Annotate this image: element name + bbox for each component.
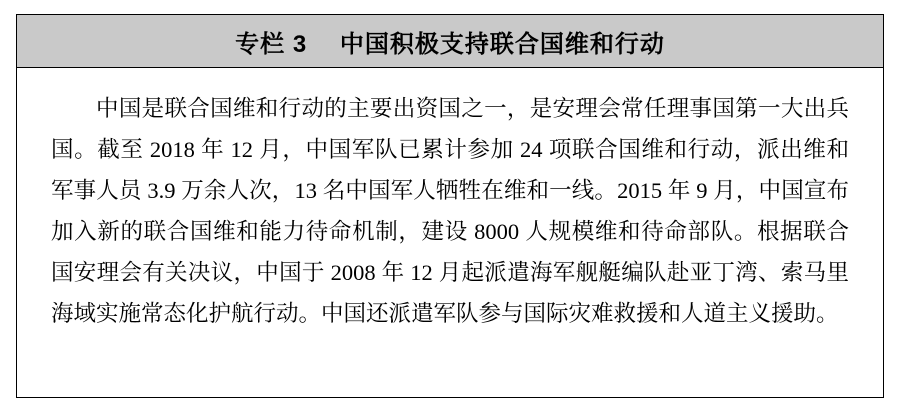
callout-box <box>16 14 884 398</box>
callout-box-title: 专栏 3 中国积极支持联合国维和行动 <box>235 30 665 58</box>
callout-body-paragraph: 中国是联合国维和行动的主要出资国之一，是安理会常任理事国第一大出兵国。截至 2018 年 12 月，中国军队已累计参加 24 项联合国维和行动，派出维和军事人员 3.9 万余人次，13 名中国军人牺牲在维和一线。2015 年 9 月，中国宣布加入新的联合国维和能力待命机制，建设 8000 人规模维和待命部队。根据联合国安理会有关决议，中国于 2008 年 12 月起派遣海军舰艇编队赴亚丁湾、索马里海域实施常态化护航行动。中国还派遣军队参与国际灾难救援和人道主义援助。 <box>51 96 849 326</box>
callout-box-header <box>17 15 883 68</box>
callout-box-body <box>17 68 883 397</box>
